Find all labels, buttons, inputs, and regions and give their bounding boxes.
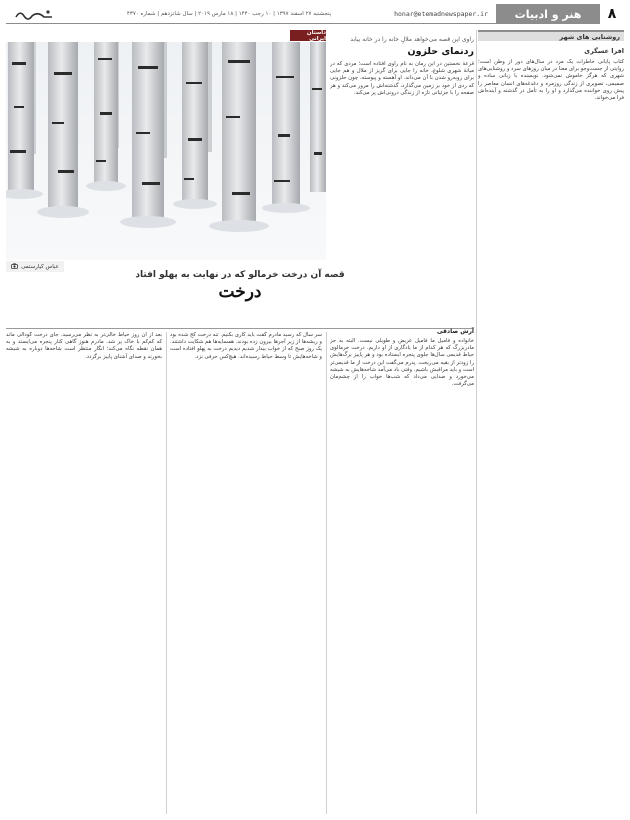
feature-photo xyxy=(6,42,326,260)
story-body-a: خانواده و فامیل ما فامیل عریض و طویلی نیست. البته به جز مادربزرگ که هر کدام از ما یادگاری از او داریم. درخت خرمالوی حیاط قدیمی سال‌ها جلوی پنجره ایستاده بود و هر پاییز برگ‌هایش را زودتر از بقیه می‌ریخت. پدرم می‌گفت این درخت از ما قدیمی‌تر است و باید مراقبش باشیم. وقتی باد می‌آمد شاخه‌هایش به شیشه می‌خورد و صدایی می‌داد که شب‌ها خواب را از چشم‌مان می‌گرفت. xyxy=(330,338,474,388)
story-column-3 xyxy=(6,332,162,814)
sidebar-column xyxy=(478,30,624,814)
sidebar-body-text: کتاب پایانی خاطرات یک مرد در سال‌های دور از وطن است؛ روایتی از جست‌وجو برای معنا در میان روزهای سرد و روشنایی‌های شهری که هرگز خاموش نمی‌شود. نویسنده با زبانی ساده و صمیمی، تصویری از زندگی روزمره و دغدغه‌های انسان معاصر را پیش روی خواننده می‌گذارد و او را به تأمل در گذشته و آینده‌اش فرا می‌خواند. xyxy=(478,59,624,102)
sidebar-body xyxy=(478,59,624,799)
column-divider xyxy=(326,332,327,814)
story-title: درخت xyxy=(218,282,262,302)
page-number: ۸ xyxy=(607,6,617,22)
snowy-birch-trees-image xyxy=(6,42,326,260)
side-story-headline: ردنمای حلزون xyxy=(407,46,474,57)
issue-date-line: پنجشنبه ۲۷ اسفند ۱۳۹۷ | ۱۰ رجب ۱۴۴۰ | ۱۸ مارس ۲۰۱۹ | سال شانزدهم | شماره ۴۳۷۰ xyxy=(126,10,332,17)
photo-credit-text: عباس کیارستمی xyxy=(21,263,59,270)
page-header xyxy=(6,4,624,24)
side-story-body-text: قرعهٔ نخستین در این رمان به نام راوی افتاده است؛ مردی که در میانهٔ شهری شلوغ، خانه را جایی برای گریز از ملال و هم جایی برای روبه‌رو شدن با آن می‌داند. او آهسته و پیوسته، چون حلزونی که ردی از خود بر زمین می‌گذارد، گذشته‌اش را مرور می‌کند و هر صفحه را با جزئیاتی تازه از زندگی درونی‌اش پر می‌کند. xyxy=(330,61,474,96)
header-meta xyxy=(6,4,496,24)
story-overline: قصه آن درخت خرمالو که در نهایت به پهلو افتاد xyxy=(135,270,345,280)
story-column-3-text xyxy=(6,332,162,814)
section-title: هنر و ادبیات xyxy=(496,4,600,24)
contact-email[interactable]: honar@etemadnewspaper.ir xyxy=(394,9,488,18)
side-story-body xyxy=(330,61,474,97)
story-body-b: سر سال که رسید مادرم گفت باید کاری بکنیم. تنه درخت کج شده بود و ریشه‌ها از زیر آجرها بیرون زده بودند. همسایه‌ها هم شکایت داشتند. یک روز صبح که از خواب بیدار شدیم دیدیم درخت به پهلو افتاده است و شاخه‌هایش تا وسط حیاط رسیده‌اند. هیچ‌کس حرفی نزد. xyxy=(170,332,322,360)
column-divider xyxy=(166,332,167,814)
story-byline: آرش صادقی xyxy=(436,328,474,335)
story-body-c: بعد از آن روز حیاط خالی‌تر به نظر می‌رسید. جای درخت گودالی ماند که کم‌کم با خاک پر شد. مادرم هنوز گاهی کنار پنجره می‌ایستد و به همان نقطه نگاه می‌کند؛ انگار منتظر است شاخه‌ها دوباره به شیشه بخورند و صدای آشنای پاییز برگردد. xyxy=(6,332,162,360)
side-story xyxy=(330,36,474,266)
story-column-1-text xyxy=(330,338,474,814)
sidebar-kicker: روشنایی های شهر xyxy=(478,30,624,41)
newspaper-logo-icon xyxy=(14,7,60,21)
sidebar-author: افرا عسگری xyxy=(584,47,624,55)
column-divider xyxy=(476,30,477,814)
story-column-2-text xyxy=(170,332,322,814)
story-column-2 xyxy=(170,332,322,814)
story-column-1 xyxy=(330,270,474,814)
side-story-deck: راوی این قصه می‌خواهد ملالِ خانه را در خانه بیابد xyxy=(350,36,474,43)
photo-category-tag: داستان ایرانی xyxy=(290,30,326,41)
